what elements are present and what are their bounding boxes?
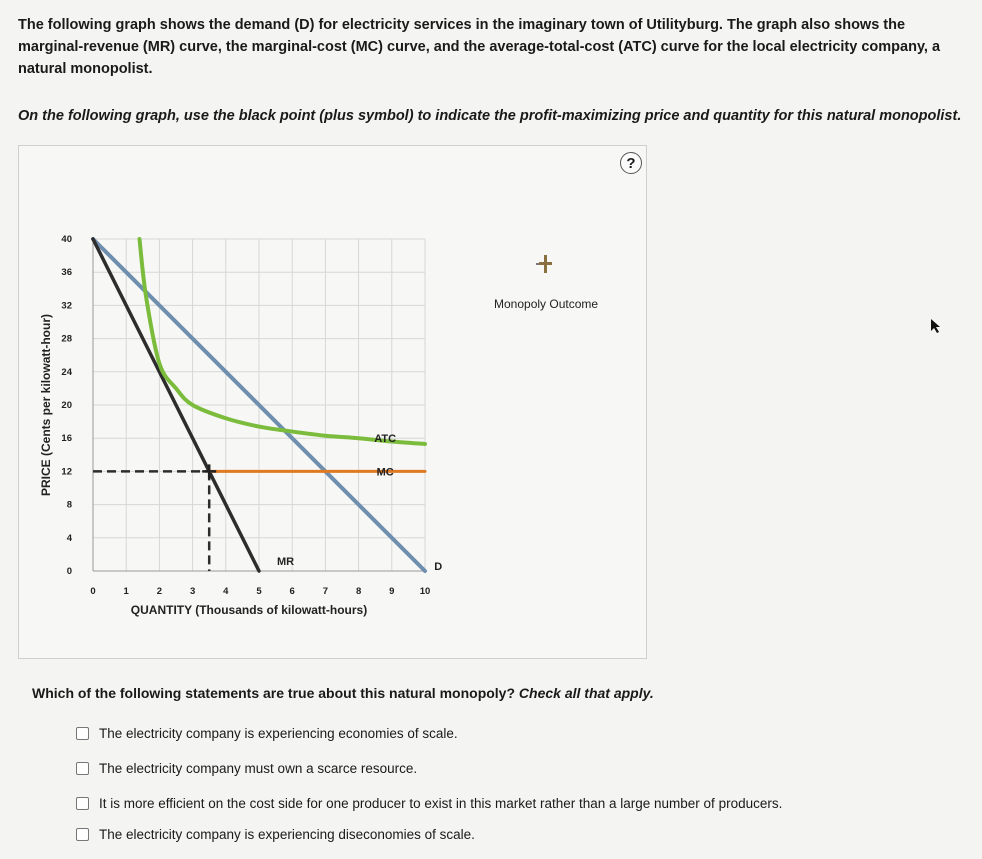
option-economies-of-scale[interactable]: [76, 726, 458, 741]
question-text: [32, 685, 654, 701]
y-tick-label: 0: [66, 566, 72, 577]
y-tick-label: 24: [61, 366, 72, 378]
y-tick-label: 4: [66, 532, 72, 544]
x-tick-label: 6: [289, 586, 295, 597]
x-tick-label: 9: [389, 586, 395, 597]
x-axis-label: QUANTITY (Thousands of kilowatt-hours): [130, 603, 368, 617]
option-label: The electricity company must own a scarce resource.: [99, 761, 418, 776]
curve-atc: [139, 239, 425, 444]
y-tick-label: 36: [61, 267, 72, 279]
y-tick-label: 40: [61, 234, 72, 245]
x-tick-label: 0: [90, 586, 96, 597]
option-diseconomies-of-scale[interactable]: [76, 827, 475, 842]
x-tick-label: 7: [322, 586, 329, 597]
chart-marker: [93, 464, 216, 571]
y-tick-label: 32: [61, 300, 72, 312]
instruction-text: On the following graph, use the black point (plus symbol) to indicate the profit-maximizing price and quantity for this natural monopolist.: [18, 108, 962, 124]
question-hint: Check all that apply.: [518, 685, 654, 701]
x-tick-label: 8: [355, 586, 362, 597]
y-tick-label: 28: [61, 333, 72, 345]
palette-label: Monopoly Outcome: [494, 297, 599, 311]
help-button[interactable]: ?: [620, 152, 642, 174]
cursor-icon: [930, 318, 942, 334]
option-label: It is more efficient on the cost side for one producer to exist in this market rather than a large number of producers.: [99, 796, 783, 811]
curve-label-d: D: [434, 561, 443, 574]
x-tick-label: 3: [189, 586, 196, 597]
intro-text: The following graph shows the demand (D) for electricity services in the imaginary town of Utilityburg. The graph also shows the marginal-revenue (MR) curve, the marginal-cost (MC) curve, and the average-total-cost (ATC) curve for the local electricity company, a natural monopolist.: [18, 17, 941, 77]
option-label: The electricity company is experiencing economies of scale.: [99, 726, 458, 741]
x-tick-label: 10: [419, 586, 431, 597]
x-tick-label: 4: [223, 586, 229, 597]
option-one-producer-efficient[interactable]: [76, 796, 782, 811]
question-main: Which of the following statements are true about this natural monopoly?: [32, 685, 516, 701]
y-tick-label: 16: [61, 433, 72, 445]
y-tick-label: 12: [61, 466, 72, 478]
curve-label-atc: ATC: [374, 433, 397, 446]
chart-labels: [39, 314, 442, 617]
y-tick-label: 8: [66, 499, 72, 511]
plus-icon[interactable]: [534, 252, 558, 276]
x-tick-label: 1: [123, 586, 129, 597]
curve-label-mr: MR: [277, 556, 295, 569]
checkbox[interactable]: [76, 797, 89, 810]
checkbox[interactable]: [76, 727, 89, 740]
curve-label-mc: MC: [376, 466, 394, 479]
option-scarce-resource[interactable]: [76, 761, 417, 776]
checkbox[interactable]: [76, 762, 89, 775]
checkbox[interactable]: [76, 828, 89, 841]
y-tick-label: 20: [61, 400, 72, 411]
x-tick-label: 5: [256, 586, 262, 597]
y-axis-label: PRICE (Cents per kilowatt-hour): [39, 313, 53, 497]
x-tick-label: 2: [156, 586, 163, 597]
option-label: The electricity company is experiencing diseconomies of scale.: [99, 827, 475, 842]
